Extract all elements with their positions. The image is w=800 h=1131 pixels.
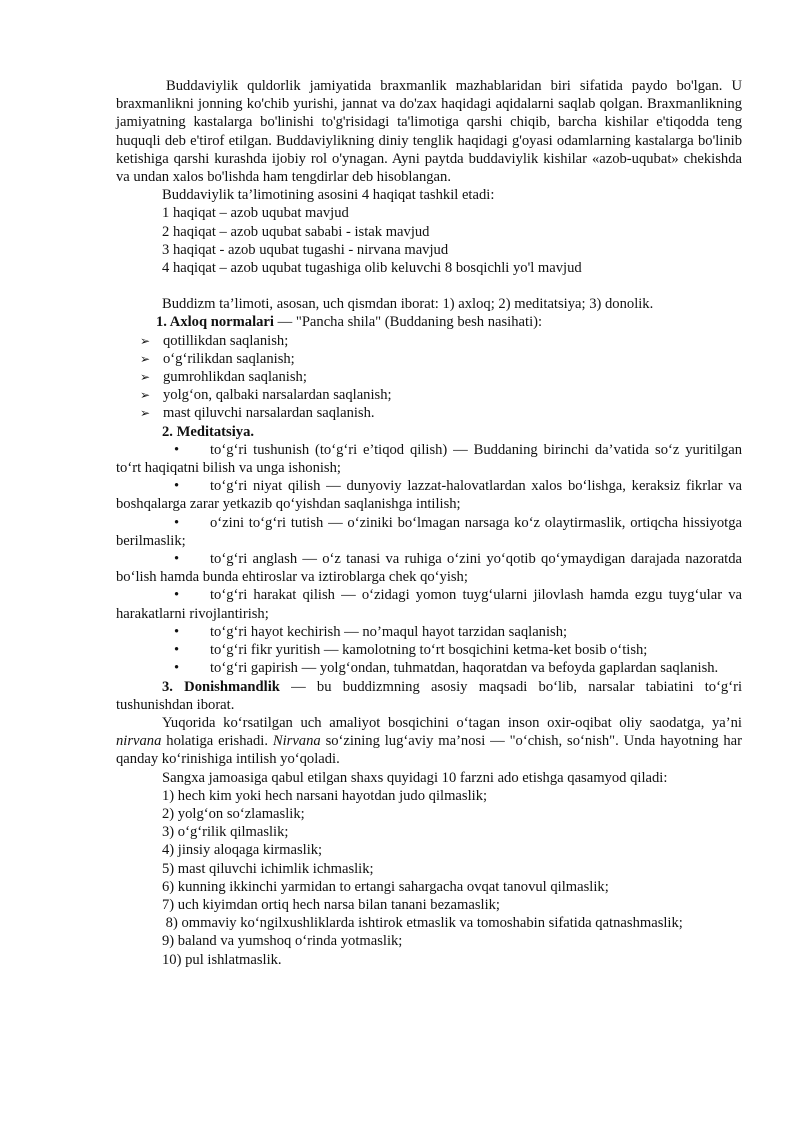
precept-item: [116, 350, 742, 368]
section-3-rest: — bu buddizmning asosiy maqsadi bo‘lib, narsalar tabiatini to‘g‘ri tushunishdan iborat.: [116, 678, 743, 713]
intro-paragraph: Buddaviylik quldorlik jamiyatida braxmanlik mazhablaridan biri sifatida paydo bo'lgan. U braxmanlikni jonning ko'chib yurishi, jannat va do'zax haqidagi aqidalarni saqlab qolgan. Braxmanlikning jamiyatning kastalarga bo'linishi to'g'risidagi ta'limotiga qarshi chiqib, barcha kishilar e'tiqodda teng huquqli deb e'tirof etilgan. Buddaviylikning diniy tenglik haqidagi g'oyasi odamlarning kastalarga bo'linib ketishiga qarshi kurashda ijobiy rol o'ynagan. Ayni paytda buddaviylik kishilar «azob-uqubat» chekishda va undan xalos bo'lishda ham tengdirlar deb hisoblangan.: [116, 78, 742, 186]
arrow-bullet-icon: ➢: [140, 370, 151, 385]
path-text: to‘g‘ri gapirish — yolg‘ondan, tuhmatdan, haqoratdan va befoyda gaplardan saqlanish.: [210, 660, 719, 677]
arrow-bullet-icon: ➢: [140, 351, 151, 366]
vow-item: 2) yolg‘on so‘zlamaslik;: [162, 805, 305, 822]
path-text: to‘g‘ri tushunish (to‘g‘ri e’tiqod qilish) — Buddaning birinchi da’vatida so‘z yuritilgan to‘rt haqiqatni bilish va unga ishonish;: [116, 441, 742, 477]
arrow-bullet-icon: ➢: [140, 333, 151, 348]
vow-item: 9) baland va yumshoq o‘rinda yotmaslik;: [162, 933, 403, 950]
path-text: to‘g‘ri hayot kechirish — no’maqul hayot tarzidan saqlanish;: [210, 623, 568, 640]
precept-text: mast qiluvchi narsalardan saqlanish.: [163, 405, 375, 422]
path-item: [116, 441, 742, 477]
teaching-summary: Buddizm ta’limoti, asosan, uch qismdan iborat: 1) axloq; 2) meditatsiya; 3) donolik.: [162, 296, 654, 313]
bullet-icon: •: [174, 478, 180, 495]
path-item: [116, 514, 742, 550]
section-1-heading: [116, 313, 742, 331]
bullet-icon: •: [174, 587, 180, 604]
path-text: to‘g‘ri anglash — o‘z tanasi va ruhiga o‘zini yo‘qotib qo‘ymaydigan darajada nazoratda bo‘lish hamda bunda ehtiroslar va iztiroblarga chek qo‘yish;: [116, 551, 742, 586]
vow-item: 4) jinsiy aloqaga kirmaslik;: [162, 842, 323, 859]
section-3-title: 3. Donishmandlik: [162, 678, 280, 695]
path-text: to‘g‘ri harakat qilish — o‘zidagi yomon tuyg‘ularni jilovlash hamda ezgu tuyg‘ular va harakatlarni rivojlantirish;: [116, 587, 742, 622]
vow-item: 10) pul ishlatmaslik.: [162, 951, 282, 968]
truth-item: 4 haqiqat – azob uqubat tugashiga olib keluvchi 8 bosqichli yo'l mavjud: [162, 260, 582, 277]
bullet-icon: •: [174, 623, 180, 640]
path-item: [116, 477, 742, 513]
section-3-paragraph: [116, 678, 742, 714]
nirvana-text-e: so‘zining lug‘aviy ma’nosi — "o‘chish, so‘nish". Unda hayotning har qanday ko‘rinishiga intilish yo‘qoladi.: [116, 733, 742, 768]
precept-text: qotillikdan saqlanish;: [163, 332, 289, 349]
vow-item: 6) kunning ikkinchi yarmidan to ertangi sahargacha ovqat tanovul qilmaslik;: [162, 878, 609, 895]
section-2-heading: [116, 423, 742, 441]
vow-item: 3) o‘g‘rilik qilmaslik;: [162, 824, 289, 841]
bullet-icon: •: [174, 551, 180, 568]
path-text: o‘zini to‘g‘ri tutish — o‘ziniki bo‘lmagan narsaga ko‘z olaytirmaslik, ortiqcha hissiyotga berilmaslik;: [116, 514, 742, 549]
section-1-title: 1. Axloq normalari: [156, 314, 274, 331]
truth-item: 3 haqiqat - azob uqubat tugashi - nirvana mavjud: [162, 241, 449, 258]
precept-text: gumrohlikdan saqlanish;: [163, 369, 307, 386]
path-item: [116, 623, 742, 641]
precept-text: yolg‘on, qalbaki narsalardan saqlanish;: [163, 387, 392, 404]
truth-item: 2 haqiqat – azob uqubat sababi - istak mavjud: [162, 223, 430, 240]
document-page: [116, 77, 742, 969]
path-text: to‘g‘ri fikr yuritish — kamolotning to‘rt bosqichini ketma-ket bosib o‘tish;: [210, 642, 648, 659]
vow-item: 8) ommaviy ko‘ngilxushliklarda ishtirok etmaslik va tomoshabin sifatida qatnashmaslik;: [162, 915, 683, 932]
bullet-icon: •: [174, 642, 180, 659]
precept-item: [116, 368, 742, 386]
spacer: [116, 277, 742, 295]
path-item: [116, 659, 742, 677]
truth-item: 1 haqiqat – azob uqubat mavjud: [162, 205, 349, 222]
path-text: to‘g‘ri niyat qilish — dunyoviy lazzat-halovatlardan xalos bo‘lishga, keraksiz fikrlar va boshqalarga zarar yetkazib qo‘yishdan saqlanishga intilish;: [116, 478, 742, 513]
nirvana-term: nirvana: [116, 733, 162, 750]
bullet-icon: •: [174, 441, 180, 458]
path-item: [116, 550, 742, 586]
nirvana-text-c: holatiga erishadi.: [161, 733, 273, 750]
bullet-icon: •: [174, 514, 180, 531]
precept-item: [116, 332, 742, 350]
precept-item: [116, 386, 742, 404]
bullet-icon: •: [174, 660, 180, 677]
arrow-bullet-icon: ➢: [140, 406, 151, 421]
section-2-title: 2. Meditatsiya.: [162, 423, 255, 440]
vow-item: 1) hech kim yoki hech narsani hayotdan judo qilmaslik;: [162, 787, 488, 804]
path-item: [116, 586, 742, 622]
precept-item: [116, 404, 742, 422]
four-truths-intro: Buddaviylik ta’limotining asosini 4 haqiqat tashkil etadi:: [162, 187, 495, 204]
nirvana-text-a: Yuqorida ko‘rsatilgan uch amaliyot bosqichini o‘tagan inson oxir-oqibat oliy saodatga, ya’ni: [162, 714, 742, 731]
vow-item: 7) uch kiyimdan ortiq hech narsa bilan tanani bezamaslik;: [162, 896, 500, 913]
section-1-rest: — "Pancha shila" (Buddaning besh nasihati):: [273, 314, 543, 331]
nirvana-term-2: Nirvana: [272, 733, 321, 750]
arrow-bullet-icon: ➢: [140, 388, 151, 403]
nirvana-paragraph: [116, 714, 742, 769]
sangha-intro: Sangxa jamoasiga qabul etilgan shaxs quyidagi 10 farzni ado etishga qasamyod qiladi:: [162, 769, 668, 786]
vow-item: 5) mast qiluvchi ichimlik ichmaslik;: [162, 860, 374, 877]
path-item: [116, 641, 742, 659]
precept-text: o‘g‘rilikdan saqlanish;: [163, 350, 295, 367]
